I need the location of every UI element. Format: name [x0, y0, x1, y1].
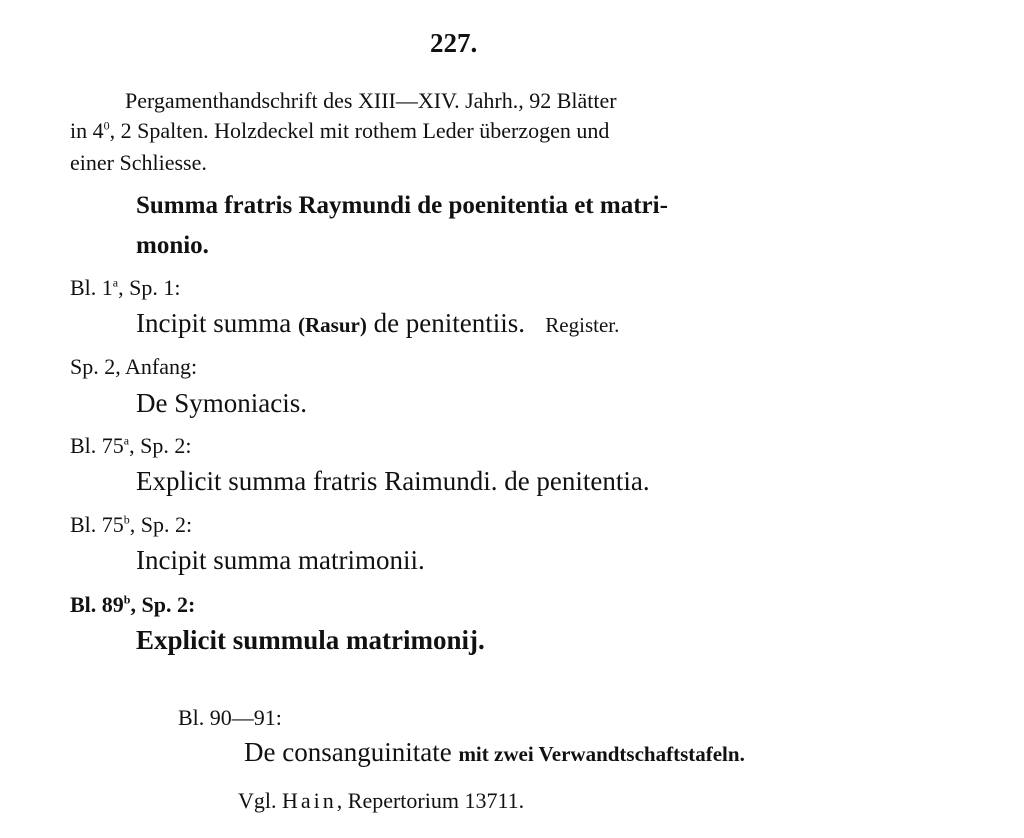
entry-1-ref	[70, 275, 180, 301]
entry-2-ref: Sp. 2, Anfang:	[70, 354, 198, 379]
entry-4-text: Incipit summa matrimonii.	[136, 545, 425, 575]
entry-5-ref-leaf: Bl. 89	[70, 592, 124, 617]
entry-1-text	[136, 308, 619, 339]
entry-4-ref-column: , Sp. 2:	[129, 512, 193, 537]
entry-1-ref-side: a	[112, 275, 119, 290]
entry-3-text: Explicit summa fratris Raimundi. de penitentia.	[136, 466, 650, 496]
title-line-2: monio.	[136, 232, 209, 259]
entry-5-ref	[70, 592, 195, 618]
entry-4-ref	[70, 512, 192, 538]
entry-3-ref	[70, 433, 191, 459]
entry-2-text: De Symoniacis.	[136, 388, 307, 418]
entry-1-incipit: Incipit summa	[136, 308, 292, 338]
citation-work: , Repertorium 13711.	[336, 788, 525, 813]
entry-1-note: (Rasur)	[297, 313, 367, 337]
entry-1-register: Register.	[545, 313, 620, 337]
description-line-2	[70, 118, 609, 144]
appendix-text	[244, 737, 745, 768]
description-binding: , 2 Spalten. Holzdeckel mit rothem Leder überzogen und	[109, 118, 610, 143]
description-format: in 4	[70, 118, 104, 143]
entry-3-ref-column: , Sp. 2:	[129, 433, 192, 458]
citation-author: Hain	[282, 788, 337, 813]
title-line-1: Summa fratris Raymundi de poenitentia et matri-	[136, 192, 668, 219]
entry-3-ref-leaf: Bl. 75	[70, 433, 124, 458]
citation	[238, 788, 524, 814]
appendix-tables: mit zwei Verwandtschaftstafeln.	[458, 742, 745, 766]
entry-5-ref-column: , Sp. 2:	[130, 592, 196, 617]
entry-5-ref-side: b	[123, 592, 131, 607]
entry-1-ref-leaf: Bl. 1	[70, 275, 113, 300]
entry-3-ref-side: a	[123, 433, 130, 448]
page-number: 227.	[430, 28, 478, 58]
description-line-3: einer Schliesse.	[70, 150, 207, 175]
entry-1-incipit-end: de penitentiis.	[373, 308, 526, 338]
description-line-1: Pergamenthandschrift des XIII—XIV. Jahrh., 92 Blätter	[125, 88, 617, 113]
entry-4-ref-leaf: Bl. 75	[70, 512, 124, 537]
appendix-subject: De consanguinitate	[244, 737, 452, 767]
citation-prefix: Vgl.	[238, 788, 277, 813]
entry-1-ref-column: , Sp. 1:	[118, 275, 181, 300]
entry-4-ref-side: b	[123, 512, 130, 527]
entry-5-text: Explicit summula matrimonij.	[136, 625, 485, 655]
appendix-ref: Bl. 90—91:	[178, 705, 282, 730]
description-format-sup: 0	[103, 118, 110, 133]
